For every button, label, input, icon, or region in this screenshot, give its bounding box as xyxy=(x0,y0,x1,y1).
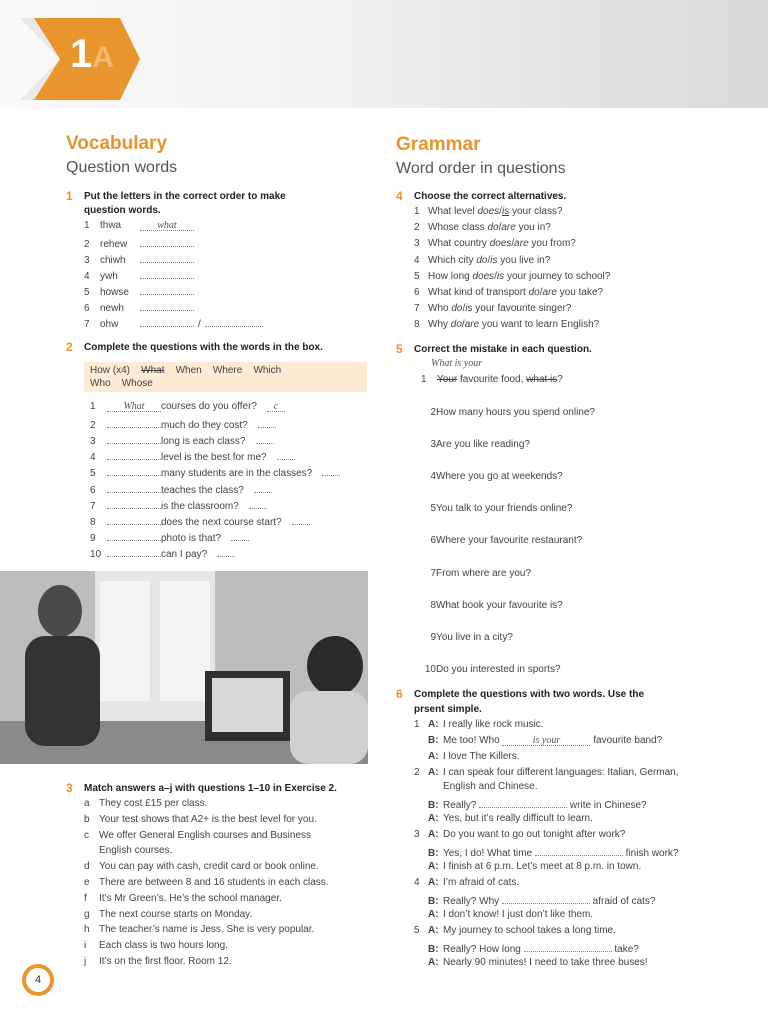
word-box-line-2 xyxy=(90,377,361,390)
exercise-2-instruction: Complete the questions with the words in the box. xyxy=(84,342,323,353)
exercise-6-line xyxy=(414,877,519,888)
item-number: 4 xyxy=(84,271,90,282)
question-text: you live in? xyxy=(497,254,551,266)
dialogue-text: afraid of cats? xyxy=(589,896,656,907)
exercise-6-instruction-1: Complete the questions with two words. Use the xyxy=(414,689,645,700)
item-number: 5 xyxy=(414,925,420,936)
item-number: 2 xyxy=(414,222,420,234)
alternative-b: is xyxy=(465,303,473,315)
word-box-item: Who xyxy=(90,378,111,389)
exercise-4-item xyxy=(414,271,610,282)
letter-blank xyxy=(231,530,249,541)
question-text: can I pay? xyxy=(161,548,208,560)
answer-text: Each class is two hours long. xyxy=(99,940,228,952)
item-number: 2 xyxy=(84,239,90,250)
item-letter: e xyxy=(84,877,90,888)
item-number: 6 xyxy=(84,303,90,314)
exercise-6-line xyxy=(414,767,679,778)
item-number: 9 xyxy=(90,532,96,544)
speaker-label: A: xyxy=(428,957,439,968)
answer-blank xyxy=(107,530,161,541)
exercise-6-line xyxy=(414,941,639,955)
item-number: 8 xyxy=(90,516,96,528)
question-text: You live in a city? xyxy=(436,631,513,643)
item-number: 5 xyxy=(430,503,436,515)
exercise-6-line xyxy=(414,719,544,730)
letter-blank xyxy=(249,498,267,509)
word-box-item: Whose xyxy=(121,378,153,389)
item-letter: i xyxy=(84,940,87,952)
question-text: What kind of transport xyxy=(428,287,529,298)
exercise-2-item xyxy=(90,530,249,544)
item-number: 3 xyxy=(430,439,436,451)
alternative-a: do xyxy=(451,303,463,315)
exercise-3-item xyxy=(84,877,329,888)
exercise-2-item xyxy=(90,401,285,412)
slash: / xyxy=(499,206,502,217)
scrambled-word: howse xyxy=(100,287,129,298)
letter-blank xyxy=(322,465,340,476)
item-number: 2 xyxy=(414,767,420,778)
answer-text: They cost £15 per class. xyxy=(99,798,208,809)
page-number-badge xyxy=(22,964,54,996)
question-text: you want to learn English? xyxy=(479,319,600,331)
exercise-6-line xyxy=(414,797,647,811)
item-number: 4 xyxy=(430,471,436,483)
dialogue-text: I don’t know! I just don’t like them. xyxy=(443,909,594,920)
exercise-1-item xyxy=(84,220,194,231)
question-text: ? xyxy=(557,374,563,385)
vocabulary-subheading: Question words xyxy=(66,159,178,176)
alternative-b: is xyxy=(501,206,510,217)
exercise-6-line xyxy=(414,813,593,824)
answer-text: Your test shows that A2+ is the best level for you. xyxy=(99,813,317,825)
question-text: you from? xyxy=(528,238,576,250)
item-number: 3 xyxy=(90,436,96,448)
dialogue-text: I love The Killers. xyxy=(443,751,520,762)
question-text: Which city xyxy=(428,254,477,266)
scrambled-word: rehew xyxy=(100,239,128,250)
word-box xyxy=(84,362,367,392)
exercise-6-line xyxy=(414,751,520,762)
question-text: What level xyxy=(428,206,478,217)
answer-blank xyxy=(140,268,194,279)
exercise-6-line xyxy=(414,909,593,920)
dialogue-text: write in Chinese? xyxy=(567,800,647,811)
question-text: Who xyxy=(428,303,452,315)
item-number: 5 xyxy=(90,468,96,480)
speaker-label: A: xyxy=(428,909,439,920)
exercise-2-item xyxy=(90,546,235,560)
letter-blank xyxy=(256,433,274,444)
answer-blank xyxy=(107,433,161,444)
exercise-4-number: 4 xyxy=(396,189,403,203)
item-number: 1 xyxy=(414,719,420,730)
unit-number: 1A xyxy=(70,32,114,76)
exercise-4-item xyxy=(414,255,550,266)
answer-blank xyxy=(107,449,161,460)
slash: / xyxy=(461,319,465,331)
speaker-label: B: xyxy=(428,735,439,746)
exercise-2-item xyxy=(90,465,340,479)
exercise-5-item xyxy=(414,535,582,546)
question-text: What book your favourite is? xyxy=(436,599,563,611)
exercise-3-item xyxy=(84,814,317,825)
question-text: courses do you offer? xyxy=(161,401,257,412)
exercise-6-line xyxy=(414,781,538,792)
answer-blank xyxy=(107,498,161,509)
answer-blank xyxy=(140,316,194,327)
item-number: 4 xyxy=(90,452,96,464)
item-number: 10 xyxy=(424,663,436,675)
slash: / xyxy=(539,287,543,298)
speaker-label: A: xyxy=(428,861,439,872)
slash: / xyxy=(498,222,502,234)
page-number: 4 xyxy=(26,968,50,992)
question-text: your favourite singer? xyxy=(472,303,572,315)
exercise-5-example-correction: What is your xyxy=(431,358,483,369)
exercise-3-item xyxy=(84,830,311,841)
dialogue-text: I’m afraid of cats. xyxy=(443,877,520,888)
word-box-item: Which xyxy=(253,365,282,376)
exercise-4-item xyxy=(414,238,576,249)
question-text: Do you interested in sports? xyxy=(436,663,561,675)
exercise-4-item xyxy=(414,319,599,330)
exercise-3-item xyxy=(84,861,319,872)
exercise-4-item xyxy=(414,303,571,314)
answer-text: English courses. xyxy=(99,845,173,857)
dialogue-text: I really like rock music. xyxy=(443,719,544,730)
exercise-5-item xyxy=(414,503,572,514)
scrambled-word: thwa xyxy=(100,220,122,231)
alternative-b: are xyxy=(514,238,529,250)
speaker-label: B: xyxy=(428,800,439,811)
item-number: 7 xyxy=(414,303,420,315)
exercise-5-item xyxy=(414,632,513,643)
exercise-6-line xyxy=(414,925,616,936)
item-letter: h xyxy=(84,924,90,936)
item-number: 3 xyxy=(84,255,90,266)
exercise-1-item xyxy=(84,236,194,250)
scrambled-word: ohw xyxy=(100,319,119,330)
exercise-3-item xyxy=(84,909,252,920)
item-number: 8 xyxy=(430,599,436,611)
dialogue-text: take? xyxy=(611,944,639,955)
question-text: long is each class? xyxy=(161,436,246,448)
dialogue-text: Yes, but it’s really difficult to learn. xyxy=(443,813,593,824)
exercise-1-item xyxy=(84,252,194,266)
question-text: Why xyxy=(428,319,451,331)
item-letter: c xyxy=(84,829,89,841)
item-number: 1 xyxy=(414,206,420,217)
answer-blank xyxy=(524,941,612,952)
letter-blank xyxy=(292,514,310,525)
answer-blank xyxy=(535,845,623,856)
answer-text: The teacher’s name is Jess. She is very popular. xyxy=(99,924,315,936)
question-text: How many hours you spend online? xyxy=(436,407,595,418)
exercise-5-item xyxy=(414,568,531,579)
item-number: 9 xyxy=(430,631,436,643)
alternative-a: does xyxy=(477,206,500,217)
exercise-3-number: 3 xyxy=(66,781,73,795)
exercise-5-item xyxy=(414,664,561,675)
question-text: What country xyxy=(428,238,490,250)
speaker-label: A: xyxy=(428,751,439,762)
speaker-label: A: xyxy=(428,877,439,888)
exercise-6-number: 6 xyxy=(396,687,403,701)
exercise-2-number: 2 xyxy=(66,340,73,354)
answer-blank xyxy=(107,514,161,525)
item-number: 6 xyxy=(90,484,96,496)
word-box-item: How (x4) xyxy=(90,365,131,376)
exercise-6-line xyxy=(414,893,656,907)
answer-blank xyxy=(107,465,161,476)
question-text: You talk to your friends online? xyxy=(436,503,573,515)
exercise-5-item xyxy=(414,439,530,450)
answer-blank: is your xyxy=(502,735,590,746)
item-number: 6 xyxy=(414,287,420,298)
item-number: 4 xyxy=(414,877,420,888)
dialogue-text: favourite band? xyxy=(590,735,663,746)
alternative-b: is xyxy=(490,254,498,266)
exercise-6-line xyxy=(414,957,648,968)
exercise-5-number: 5 xyxy=(396,342,403,356)
exercise-3-item xyxy=(84,845,172,856)
exercise-3-item xyxy=(84,924,314,935)
answer-blank xyxy=(107,546,161,557)
alternative-b: are xyxy=(464,319,480,331)
answer-text: It’s Mr Green’s. He’s the school manager. xyxy=(99,892,282,904)
exercise-1-item xyxy=(84,268,194,282)
letter-blank xyxy=(254,482,272,493)
question-text: level is the best for me? xyxy=(161,452,267,464)
word-box-item: Where xyxy=(212,365,243,376)
slash: / xyxy=(462,303,466,315)
answer-blank xyxy=(140,300,194,311)
alternative-b: are xyxy=(542,287,557,298)
exercise-2-item xyxy=(90,514,310,528)
item-number: 4 xyxy=(414,254,420,266)
answer-blank xyxy=(479,797,567,808)
exercise-1-item xyxy=(84,300,194,314)
dialogue-text: Nearly 90 minutes! I need to take three buses! xyxy=(443,957,648,968)
speaker-label: B: xyxy=(428,848,439,859)
alternative-b: are xyxy=(501,222,516,234)
dialogue-text: Me too! Who xyxy=(443,735,503,746)
question-text: Where you go at weekends? xyxy=(436,471,563,483)
question-text: your journey to school? xyxy=(504,270,611,282)
question-text: teaches the class? xyxy=(161,484,244,496)
item-letter: g xyxy=(84,908,90,920)
struck-word: Your xyxy=(437,374,458,385)
dialogue-text: Do you want to go out tonight after work? xyxy=(443,829,626,840)
question-text: photo is that? xyxy=(161,532,222,544)
exercise-1-item xyxy=(84,284,194,298)
slash: / xyxy=(511,238,515,250)
exercise-3-item xyxy=(84,798,207,809)
unit-badge xyxy=(20,18,142,100)
struck-word: what is xyxy=(526,374,558,385)
speaker-label: A: xyxy=(428,829,439,840)
alternative-a: do xyxy=(487,222,499,234)
question-text: How long xyxy=(428,270,473,282)
vocabulary-heading: Vocabulary xyxy=(66,133,168,154)
exercise-1-number: 1 xyxy=(66,189,73,203)
answer-blank xyxy=(140,284,194,295)
item-letter: d xyxy=(84,861,90,873)
question-text: Are you like reading? xyxy=(436,439,530,451)
dialogue-text: English and Chinese. xyxy=(443,781,538,792)
exercise-6-line xyxy=(414,845,678,859)
photo-school-reception xyxy=(0,571,368,764)
exercise-6-line xyxy=(414,829,625,840)
answer-text: You can pay with cash, credit card or book online. xyxy=(99,861,319,873)
item-letter: f xyxy=(84,892,87,904)
speaker-label: A: xyxy=(428,719,439,730)
alternative-a: does xyxy=(472,270,495,282)
exercise-6-line xyxy=(414,735,662,746)
exercise-2-item xyxy=(90,449,295,463)
alternative-b: is xyxy=(496,270,505,282)
exercise-5-item xyxy=(414,600,563,611)
grammar-section xyxy=(396,134,566,178)
item-letter: b xyxy=(84,813,90,825)
item-number: 10 xyxy=(90,548,102,560)
item-number: 8 xyxy=(414,319,420,331)
dialogue-text: Really? xyxy=(443,800,480,811)
exercise-4-item xyxy=(414,222,551,233)
grammar-heading: Grammar xyxy=(396,134,481,155)
letter-blank: c xyxy=(267,401,285,412)
item-number: 3 xyxy=(414,829,420,840)
item-number: 6 xyxy=(430,535,436,547)
speaker-label: B: xyxy=(428,896,439,907)
item-number: 1 xyxy=(84,220,90,231)
item-number: 5 xyxy=(414,270,420,282)
slash: / xyxy=(494,270,497,282)
answer-text: There are between 8 and 16 students in each class. xyxy=(99,877,329,888)
exercise-3-item xyxy=(84,956,232,967)
exercise-1-item xyxy=(84,316,263,330)
item-number: 7 xyxy=(84,319,90,330)
letter-blank xyxy=(258,417,276,428)
dialogue-text: I can speak four different languages: Italian, German, xyxy=(443,767,679,778)
dialogue-text: Really? Why xyxy=(443,896,502,907)
question-text: you take? xyxy=(556,287,604,298)
vocabulary-section xyxy=(66,133,177,177)
exercise-2-item xyxy=(90,433,274,447)
dialogue-text: finish work? xyxy=(622,848,679,859)
alternative-a: does xyxy=(489,238,512,250)
exercise-5-item xyxy=(414,471,563,482)
item-number: 1 xyxy=(421,374,427,385)
photo-illustration xyxy=(0,571,368,764)
slash: / xyxy=(487,254,491,266)
item-number: 2 xyxy=(90,420,96,432)
answer-blank xyxy=(205,316,263,327)
question-text: you in? xyxy=(515,222,551,234)
exercise-2-item xyxy=(90,417,276,431)
alternative-a: do xyxy=(528,287,540,298)
word-box-line-1 xyxy=(90,364,361,377)
alternative-a: do xyxy=(476,254,488,266)
item-letter: a xyxy=(84,798,90,809)
question-text: is the classroom? xyxy=(161,500,239,512)
dialogue-text: Yes, I do! What time xyxy=(443,848,535,859)
question-text: Whose class xyxy=(428,222,488,234)
exercise-4-instruction: Choose the correct alternatives. xyxy=(414,191,567,202)
exercise-2-item xyxy=(90,482,272,496)
letter-blank xyxy=(217,546,235,557)
exercise-3-item xyxy=(84,893,282,904)
question-text: From where are you? xyxy=(436,567,532,579)
speaker-label: B: xyxy=(428,944,439,955)
item-letter: j xyxy=(84,956,87,967)
question-text: favourite food, xyxy=(457,374,527,385)
item-number: 7 xyxy=(430,567,436,579)
scrambled-word: ywh xyxy=(100,271,118,282)
speaker-label: A: xyxy=(428,813,439,824)
question-text: your class? xyxy=(509,206,563,217)
exercise-6-instruction-2: prsent simple. xyxy=(414,704,482,715)
answer-blank xyxy=(140,252,194,263)
exercise-4-item xyxy=(414,287,603,298)
question-text: Where your favourite restaurant? xyxy=(436,535,583,547)
exercise-3-item xyxy=(84,940,228,951)
answer-text: It’s on the first floor. Room 12. xyxy=(99,956,232,967)
exercise-5-instruction: Correct the mistake in each question. xyxy=(414,344,592,355)
item-number: 1 xyxy=(90,401,96,412)
item-number: 5 xyxy=(84,287,90,298)
answer-blank xyxy=(107,417,161,428)
speaker-label: A: xyxy=(428,925,439,936)
exercise-1-instruction: Put the letters in the correct order to make question words. xyxy=(84,191,286,216)
scrambled-word: newh xyxy=(100,303,124,314)
question-text: much do they cost? xyxy=(161,420,248,432)
speaker-label: A: xyxy=(428,767,439,778)
item-number: 3 xyxy=(414,238,420,250)
question-text: does the next course start? xyxy=(161,516,282,528)
exercise-5-item xyxy=(414,407,595,418)
answer-blank: What xyxy=(107,401,161,412)
answer-blank xyxy=(502,893,590,904)
dialogue-text: My journey to school takes a long time. xyxy=(443,925,616,936)
letter-blank xyxy=(277,449,295,460)
answer-blank xyxy=(107,482,161,493)
exercise-4-item xyxy=(414,206,563,217)
dialogue-text: I finish at 6 p.m. Let’s meet at 8 p.m. in town. xyxy=(443,861,642,872)
exercise-6-line xyxy=(414,861,641,872)
exercise-2-item xyxy=(90,498,267,512)
exercise-3-instruction: Match answers a–j with questions 1–10 in Exercise 2. xyxy=(84,783,337,794)
word-box-item: When xyxy=(175,365,202,376)
item-number: 2 xyxy=(430,407,436,418)
alternative-a: do xyxy=(450,319,462,331)
grammar-subheading: Word order in questions xyxy=(396,160,566,177)
exercise-5-example xyxy=(421,374,563,385)
word-box-item: What xyxy=(141,365,165,376)
separator: / xyxy=(198,319,201,330)
answer-blank xyxy=(140,236,194,247)
answer-text: The next course starts on Monday. xyxy=(99,908,253,920)
question-text: many students are in the classes? xyxy=(161,468,313,480)
dialogue-text: Really? How long xyxy=(443,944,524,955)
answer-text: We offer General English courses and Business xyxy=(99,829,311,841)
scrambled-word: chiwh xyxy=(100,255,126,266)
answer-blank: what xyxy=(140,220,194,231)
item-number: 7 xyxy=(90,500,96,512)
